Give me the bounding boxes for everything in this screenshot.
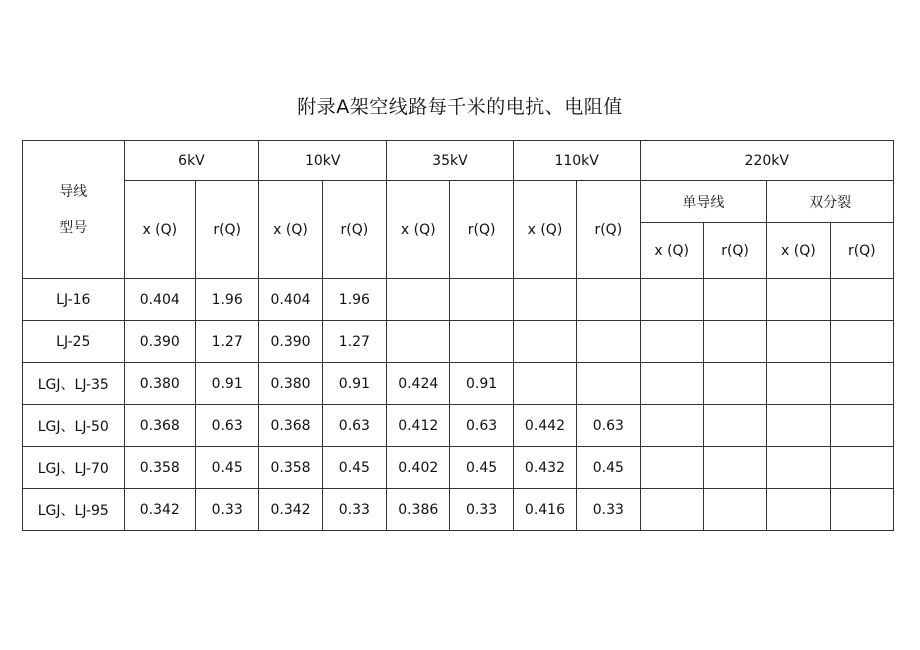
value-cell: 0.432 <box>513 447 576 489</box>
value-cell: 0.45 <box>195 447 258 489</box>
value-cell <box>703 279 766 321</box>
value-cell: 1.96 <box>195 279 258 321</box>
value-cell <box>830 447 893 489</box>
value-cell <box>640 321 703 363</box>
r-header: r(Q) <box>703 223 766 279</box>
value-cell <box>767 279 830 321</box>
value-cell: 0.390 <box>124 321 195 363</box>
voltage-header-220kv: 220kV <box>640 141 894 181</box>
value-cell <box>830 405 893 447</box>
value-cell <box>577 321 640 363</box>
value-cell: 0.33 <box>195 489 258 531</box>
model-cell: LGJ、LJ-50 <box>23 405 125 447</box>
value-cell <box>450 279 513 321</box>
value-cell: 0.442 <box>513 405 576 447</box>
table-header-row <box>23 181 894 223</box>
value-cell <box>513 279 576 321</box>
model-cell: LGJ、LJ-70 <box>23 447 125 489</box>
value-cell: 0.33 <box>450 489 513 531</box>
value-cell <box>387 279 450 321</box>
r-header: r(Q) <box>195 181 258 279</box>
value-cell: 0.416 <box>513 489 576 531</box>
value-cell <box>767 405 830 447</box>
reactance-resistance-table <box>22 140 894 531</box>
value-cell: 0.91 <box>450 363 513 405</box>
model-cell: LJ-25 <box>23 321 125 363</box>
value-cell: 0.33 <box>577 489 640 531</box>
r-header: r(Q) <box>322 181 386 279</box>
value-cell: 0.45 <box>450 447 513 489</box>
value-cell: 0.380 <box>124 363 195 405</box>
value-cell: 0.390 <box>259 321 322 363</box>
value-cell: 0.412 <box>387 405 450 447</box>
value-cell <box>767 489 830 531</box>
value-cell <box>830 489 893 531</box>
value-cell: 0.33 <box>322 489 386 531</box>
model-cell: LGJ、LJ-35 <box>23 363 125 405</box>
value-cell: 0.63 <box>450 405 513 447</box>
value-cell: 1.27 <box>322 321 386 363</box>
table-row <box>23 489 894 531</box>
value-cell: 0.45 <box>577 447 640 489</box>
value-cell <box>703 363 766 405</box>
column-header-model <box>23 141 125 279</box>
value-cell <box>767 363 830 405</box>
value-cell: 0.358 <box>259 447 322 489</box>
x-header: x (Q) <box>767 223 830 279</box>
value-cell: 0.358 <box>124 447 195 489</box>
value-cell: 0.368 <box>259 405 322 447</box>
value-cell: 0.404 <box>259 279 322 321</box>
value-cell: 1.27 <box>195 321 258 363</box>
table-row <box>23 405 894 447</box>
value-cell <box>640 447 703 489</box>
value-cell <box>640 363 703 405</box>
table-row <box>23 279 894 321</box>
value-cell <box>830 279 893 321</box>
value-cell <box>830 363 893 405</box>
value-cell <box>513 321 576 363</box>
value-cell <box>703 321 766 363</box>
value-cell: 0.404 <box>124 279 195 321</box>
x-header: x (Q) <box>513 181 576 279</box>
table-row <box>23 363 894 405</box>
voltage-header-35kv: 35kV <box>387 141 514 181</box>
r-header: r(Q) <box>577 181 640 279</box>
value-cell: 0.63 <box>322 405 386 447</box>
value-cell <box>767 447 830 489</box>
value-cell <box>703 405 766 447</box>
value-cell <box>640 489 703 531</box>
r-header: r(Q) <box>450 181 513 279</box>
model-header-line1: 导线 <box>59 183 88 200</box>
x-header: x (Q) <box>259 181 322 279</box>
value-cell <box>450 321 513 363</box>
value-cell: 0.45 <box>322 447 386 489</box>
subheader-single-conductor: 单导线 <box>640 181 767 223</box>
page-title: 附录A架空线路每千米的电抗、电阻值 <box>297 96 623 118</box>
value-cell: 0.91 <box>195 363 258 405</box>
value-cell: 0.91 <box>322 363 386 405</box>
table-row <box>23 321 894 363</box>
value-cell <box>830 321 893 363</box>
model-cell: LGJ、LJ-95 <box>23 489 125 531</box>
value-cell: 0.342 <box>259 489 322 531</box>
table-row <box>23 447 894 489</box>
value-cell: 0.380 <box>259 363 322 405</box>
x-header: x (Q) <box>124 181 195 279</box>
model-cell: LJ-16 <box>23 279 125 321</box>
value-cell <box>577 279 640 321</box>
voltage-header-110kv: 110kV <box>513 141 640 181</box>
value-cell <box>703 447 766 489</box>
value-cell <box>703 489 766 531</box>
value-cell <box>387 321 450 363</box>
value-cell: 1.96 <box>322 279 386 321</box>
value-cell: 0.63 <box>195 405 258 447</box>
value-cell: 0.424 <box>387 363 450 405</box>
x-header: x (Q) <box>640 223 703 279</box>
x-header: x (Q) <box>387 181 450 279</box>
value-cell: 0.342 <box>124 489 195 531</box>
value-cell <box>577 363 640 405</box>
value-cell: 0.63 <box>577 405 640 447</box>
r-header: r(Q) <box>830 223 893 279</box>
voltage-header-10kv: 10kV <box>259 141 387 181</box>
voltage-header-6kv: 6kV <box>124 141 259 181</box>
subheader-double-split: 双分裂 <box>767 181 894 223</box>
value-cell <box>767 321 830 363</box>
value-cell: 0.386 <box>387 489 450 531</box>
value-cell: 0.402 <box>387 447 450 489</box>
table-header-row <box>23 141 894 181</box>
value-cell: 0.368 <box>124 405 195 447</box>
value-cell <box>513 363 576 405</box>
value-cell <box>640 279 703 321</box>
model-header-line2: 型号 <box>59 219 88 236</box>
value-cell <box>640 405 703 447</box>
